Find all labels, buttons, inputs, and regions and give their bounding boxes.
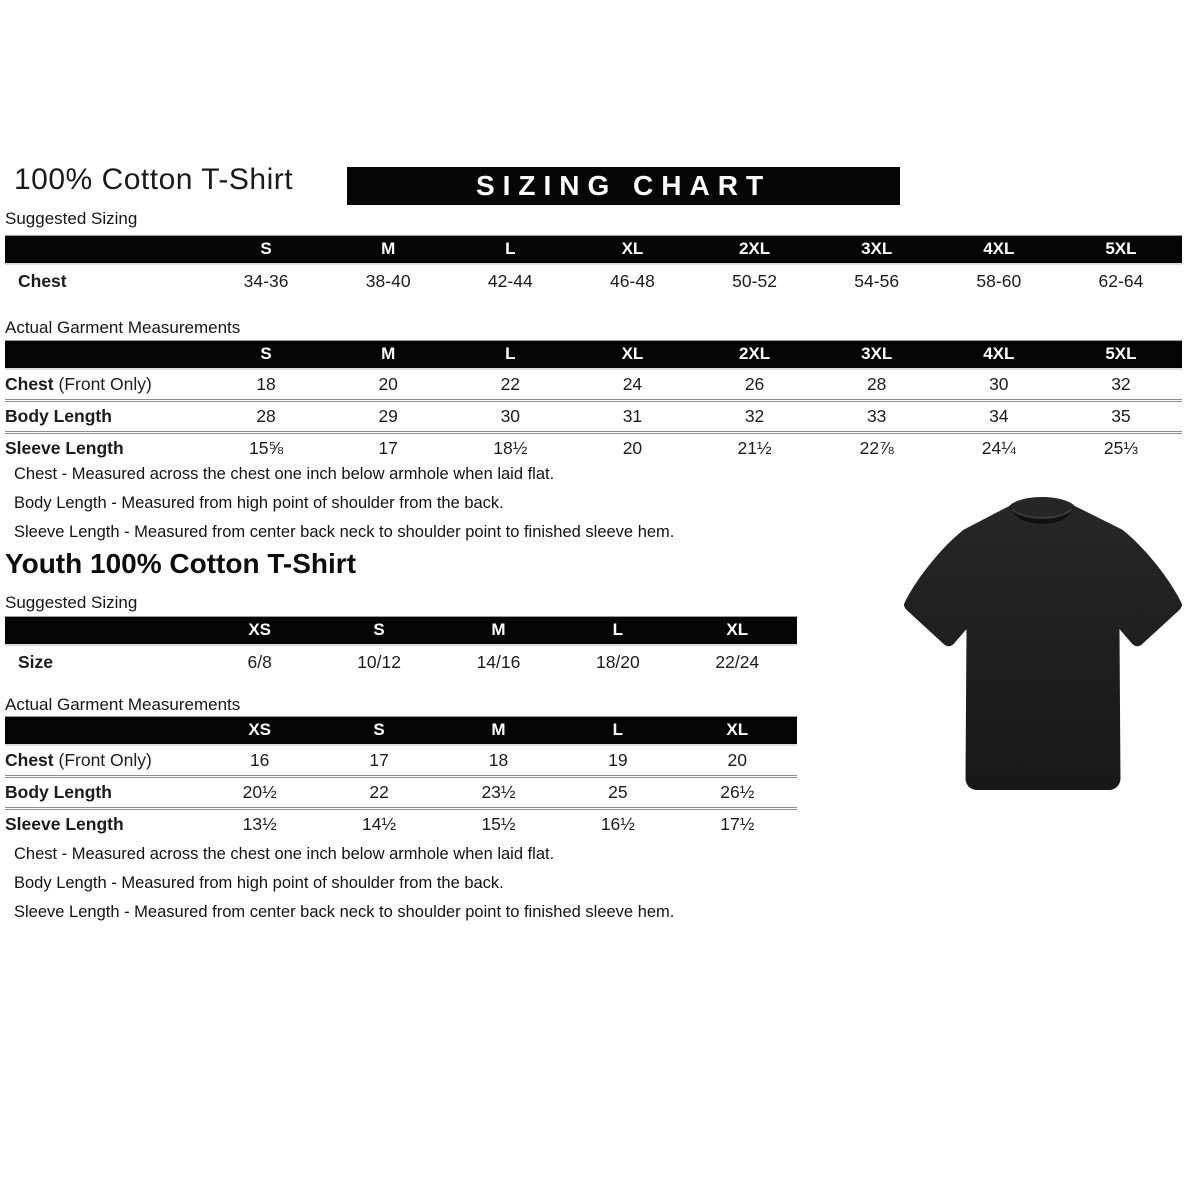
measurement-value: 20 [378,374,398,394]
measurement-value: 34-36 [243,271,289,291]
table-row [5,645,797,678]
youth-suggested-sizing-label: Suggested Sizing [5,593,138,612]
measurement-value: 22⅞ [816,433,938,464]
size-column-header: L [449,341,571,370]
measurement-value: 24 [622,374,643,394]
measurement-value: 18 [488,750,509,770]
size-column-header: 2XL [694,236,816,265]
sleeve-length-note: Sleeve Length - Measured from center back neck to shoulder point to finished sleeve hem. [14,903,675,921]
measurement-value: 30 [989,374,1009,394]
measurement-value: 46-48 [610,271,655,291]
measurement-value: 42-44 [487,271,533,291]
measurement-value: 20 [727,750,748,770]
measurement-value: 20½ [200,777,319,809]
page-title: 100% Cotton T-Shirt [14,163,294,196]
size-column-header: M [439,717,558,746]
measurement-value: 19 [608,750,628,770]
row-label: Chest [18,271,67,291]
size-column-header: 5XL [1060,341,1182,370]
youth-section-title: Youth 100% Cotton T-Shirt [5,548,357,579]
size-column-header: L [449,236,571,265]
table-row [5,809,797,840]
measurement-value: 35 [1060,401,1182,433]
measurement-value: 14½ [319,809,438,840]
row-label: Sleeve Length [5,433,205,464]
measurement-value: 62-64 [1098,271,1144,291]
measurement-value: 18½ [449,433,571,464]
size-column-header: L [558,717,677,746]
table-row [5,777,797,809]
row-label: Body Length [5,777,200,809]
measurement-value: 25 [558,777,677,809]
measurement-value: 50-52 [732,271,777,291]
measurement-value: 31 [571,401,693,433]
size-column-header: 3XL [816,236,938,265]
chest-note: Chest - Measured across the chest one inch below armhole when laid flat. [14,845,555,863]
size-column-header: S [319,617,438,646]
table-header-spacer [5,236,205,265]
size-column-header: XL [678,617,797,646]
size-column-header: 3XL [816,341,938,370]
measurement-value: 30 [449,401,571,433]
size-column-header: S [205,236,327,265]
measurement-value: 17½ [678,809,797,840]
size-column-header: S [319,717,438,746]
measurement-value: 32 [694,401,816,433]
measurement-value: 15⅝ [205,433,327,464]
size-column-header: 4XL [938,236,1060,265]
table-header-row [5,617,797,646]
measurement-value: 22/24 [715,652,760,672]
youth-actual-measurements-table [5,716,797,839]
size-column-header: M [439,617,558,646]
row-label: Sleeve Length [5,809,200,840]
measurement-value: 23½ [439,777,558,809]
measurement-value: 28 [866,374,887,394]
table-header-spacer [5,617,200,646]
body-length-note: Body Length - Measured from high point of shoulder from the back. [14,494,504,512]
row-label: Chest (Front Only) [5,750,152,770]
size-column-header: XS [200,717,319,746]
black-tshirt-image [893,486,1191,809]
chest-note: Chest - Measured across the chest one inch below armhole when laid flat. [14,465,555,483]
row-label: Body Length [5,401,205,433]
sizing-chart-banner: SIZING CHART [347,167,900,205]
row-label: Size [18,652,54,672]
measurement-value: 58-60 [976,271,1022,291]
measurement-value: 13½ [200,809,319,840]
adult-measurement-notes [14,460,674,547]
youth-suggested-sizing-table [5,616,797,678]
table-header-row [5,236,1182,265]
measurement-value: 32 [1111,374,1131,394]
measurement-value: 22 [500,374,521,394]
adult-suggested-sizing-table [5,235,1182,297]
size-column-header: M [327,341,449,370]
measurement-value: 33 [816,401,938,433]
size-column-header: 4XL [938,341,1060,370]
measurement-value: 28 [205,401,327,433]
table-header-row [5,717,797,746]
size-column-header: 2XL [694,341,816,370]
table-header-spacer [5,341,205,370]
table-row [5,401,1182,433]
size-column-header: XL [678,717,797,746]
measurement-value: 26 [744,374,765,394]
size-column-header: XL [571,236,693,265]
measurement-value: 16½ [558,809,677,840]
youth-actual-measurements-label: Actual Garment Measurements [5,695,241,714]
measurement-value: 17 [327,433,449,464]
measurement-value: 38-40 [365,271,411,291]
measurement-value: 20 [571,433,693,464]
measurement-value: 29 [327,401,449,433]
size-column-header: L [558,617,677,646]
measurement-value: 6/8 [247,652,272,672]
sleeve-length-note: Sleeve Length - Measured from center back neck to shoulder point to finished sleeve hem. [14,523,675,541]
body-length-note: Body Length - Measured from high point of shoulder from the back. [14,874,504,892]
size-column-header: XS [200,617,319,646]
measurement-value: 17 [369,750,389,770]
measurement-value: 25⅓ [1060,433,1182,464]
measurement-value: 34 [938,401,1060,433]
adult-actual-measurements-label: Actual Garment Measurements [5,318,241,337]
tshirt-body [904,497,1182,790]
table-header-row [5,341,1182,370]
measurement-value: 15½ [439,809,558,840]
measurement-value: 21½ [694,433,816,464]
table-row [5,745,797,777]
measurement-value: 22 [319,777,438,809]
measurement-value: 18/20 [595,652,640,672]
size-column-header: XL [571,341,693,370]
size-column-header: M [327,236,449,265]
row-label: Chest (Front Only) [5,374,152,394]
size-column-header: S [205,341,327,370]
measurement-value: 14/16 [476,652,521,672]
table-row [5,369,1182,401]
measurement-value: 54-56 [854,271,900,291]
table-row [5,433,1182,464]
table-header-spacer [5,717,200,746]
measurement-value: 26½ [678,777,797,809]
youth-measurement-notes [14,840,674,927]
measurement-value: 16 [249,750,270,770]
table-row [5,264,1182,297]
measurement-value: 18 [256,374,276,394]
adult-suggested-sizing-label: Suggested Sizing [5,209,138,228]
adult-actual-measurements-table [5,340,1182,463]
measurement-value: 10/12 [357,652,401,672]
size-column-header: 5XL [1060,236,1182,265]
measurement-value: 24¼ [938,433,1060,464]
